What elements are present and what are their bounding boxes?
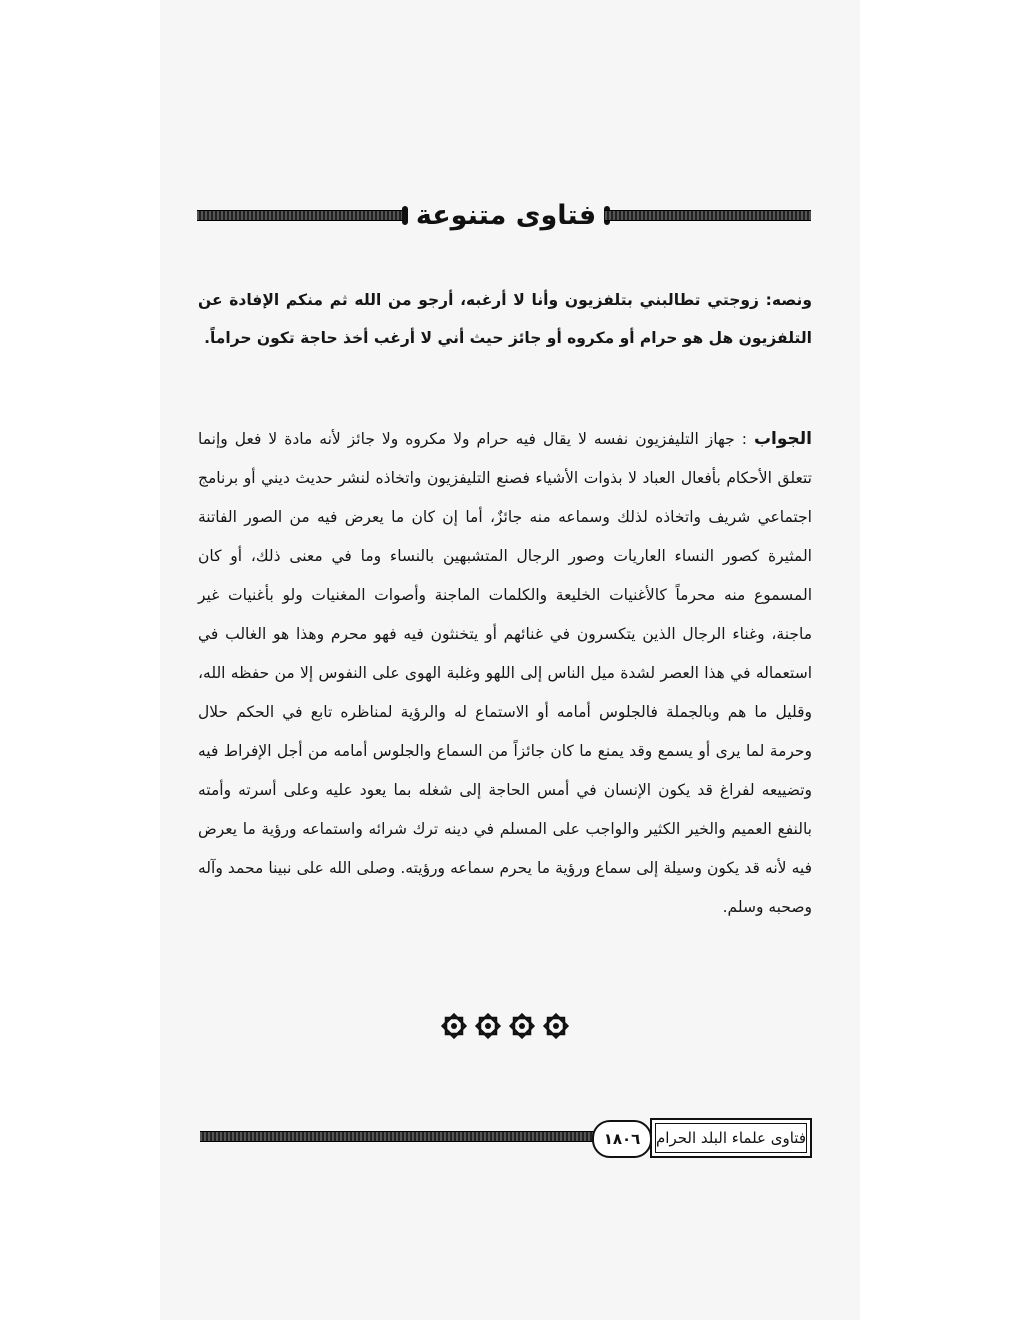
question-paragraph: ونصه: زوجتي تطالبني بتلفزيون وأنا لا أرغبه، أرجو من الله ثم منكم الإفادة عن التلفزيون هل هو حرام أو مكروه أو جائز حيث أني لا أرغب أخذ حاجة تكون حراماً. (198, 291, 812, 347)
header-rule-right (605, 210, 811, 221)
header-square-icon-left (402, 206, 408, 225)
answer-paragraph (198, 420, 812, 927)
footer-rule (200, 1131, 595, 1142)
section-title: فتاوى متنوعة (415, 199, 597, 231)
book-title: فتاوى علماء البلد الحرام (655, 1123, 807, 1153)
page-number: ١٨٠٦ (592, 1120, 652, 1158)
ornament-divider (440, 1008, 570, 1044)
header-title-group (411, 192, 601, 238)
answer-label: الجواب (753, 429, 812, 449)
star-ornament-icon (474, 1012, 502, 1040)
star-ornament-icon (542, 1012, 570, 1040)
star-ornament-icon (508, 1012, 536, 1040)
section-header (197, 190, 811, 240)
header-rule-left (197, 210, 407, 221)
answer-text: : جهاز التليفزيون نفسه لا يقال فيه حرام ولا مكروه ولا جائز لأنه مادة لا فعل وإنما تتعلق الأحكام بأفعال العباد لا بذوات الأشياء فصنع التليفزيون واتخاذه لنشر حديث ديني أو برنامج اجتماعي شريف واتخاذه لذلك وسماعه منه جائزٌ، أما إن كان ما يعرض فيه من الصور الفاتنة المثيرة كصور النساء العاريات وصور الرجال المتشبهين بالنساء وما في معنى ذلك، أو كان المسموع منه محرماً كالأغنيات الخليعة والكلمات الماجنة وأصوات المغنيات ولو بأغنيات غير ماجنة، وغناء الرجال الذين يتكسرون في غنائهم أو يتخنثون فيه فهو محرم وهذا هو الغالب في استعماله في هذا العصر لشدة ميل الناس إلى اللهو وغلبة الهوى على النفوس إلا من حفظه الله، وقليل ما هم وبالجملة فالجلوس أمامه أو الاستماع له والرؤية لمناظره تابع في الحكم حلال وحرمة لما يرى أو يسمع وقد يمنع ما كان جائزاً من السماع والجلوس أمامه من أجل الإفراط فيه وتضييعه لفراغ قد يكون الإنسان في أمس الحاجة إلى شغله بما يعود عليه وعلى أسرته وأمته بالنفع العميم والخير الكثير والواجب على المسلم في دينه ترك شرائه واستماعه ورؤية ما يعرض فيه لأنه قد يكون وسيلة إلى سماع ورؤية ما يحرم سماعه ورؤيته. وصلى الله على نبينا محمد وآله وصحبه وسلم. (198, 430, 812, 916)
star-ornament-icon (440, 1012, 468, 1040)
book-title-box (650, 1118, 812, 1158)
